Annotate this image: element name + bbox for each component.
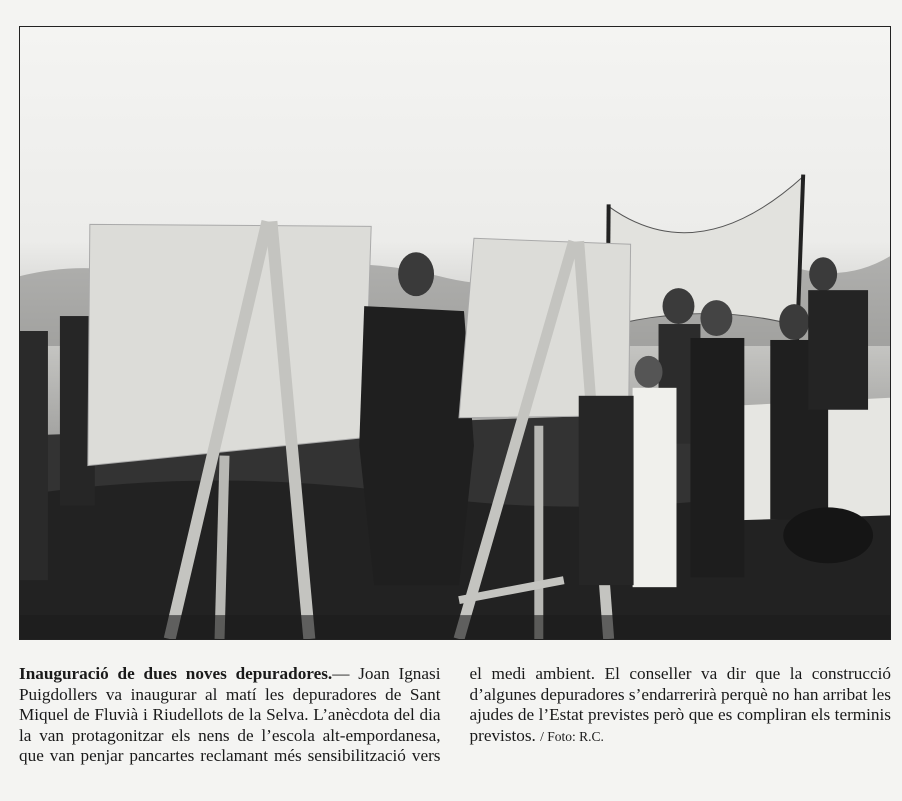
photo-caption [19, 664, 891, 784]
caption-dash: — [332, 664, 350, 683]
photo-illustration [20, 27, 890, 639]
caption-headline: Inauguració de dues noves depuradores. [19, 664, 333, 683]
news-photo [19, 26, 891, 640]
photo-credit: / Foto: R.C. [540, 728, 604, 744]
caption-body: Joan Ignasi Puigdollers va inaugurar al matí les depuradores de Sant Miquel de Fluvià i Riudellots de la Selva. L’anècdota del dia la van protagonitzar els nens de l’escola alt-empordanesa, que van penjar pancartes reclamant més sensibilització vers el medi ambient. El conseller va dir que la construcció d’algunes depuradores s’endarrerirà perquè no han arribat les ajudes de l’Estat previstes però que es compliran els terminis previstos. [19, 664, 891, 766]
